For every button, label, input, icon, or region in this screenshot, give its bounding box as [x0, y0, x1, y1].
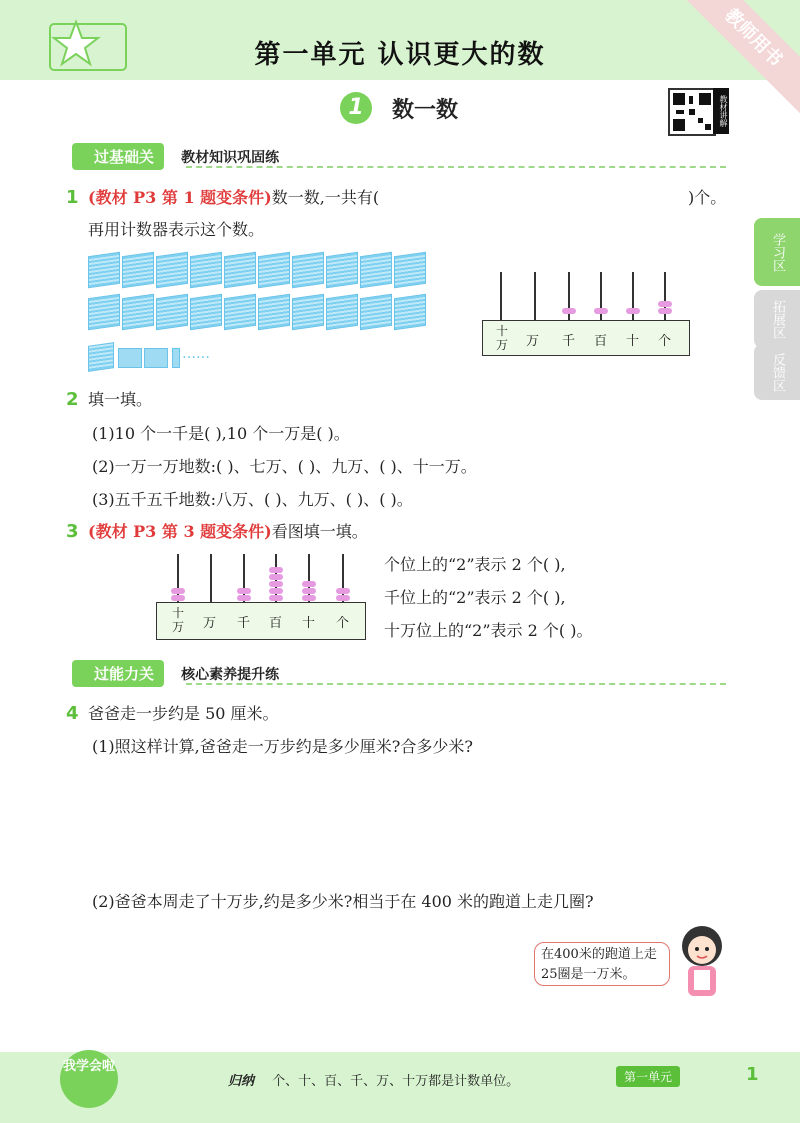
- question-3-title-line: [88, 521, 368, 543]
- thousand-cube: [394, 252, 426, 288]
- thousand-cube: [326, 252, 358, 288]
- thousand-cube: [292, 294, 324, 330]
- abacus-bead: [237, 595, 251, 601]
- place-label: 百: [269, 616, 283, 631]
- page-title: 第一单元 认识更大的数: [254, 40, 546, 70]
- section-divider: [186, 683, 726, 685]
- question-3-line-1: 个位上的“2”表示 2 个( ),: [384, 555, 566, 574]
- abacus-bead: [302, 581, 316, 587]
- hundred-flat: [144, 348, 168, 368]
- thousand-cube: [190, 294, 222, 330]
- question-1-source: (教材 P3 第 1 题变条件): [88, 188, 272, 207]
- abacus-bead: [336, 588, 350, 594]
- footer-label: 归纳: [228, 1074, 255, 1089]
- thousand-cube: [88, 252, 120, 288]
- question-4-part-1: (1)照这样计算,爸爸走一万步约是多少厘米?合多少米?: [92, 737, 473, 756]
- tab-expand-area[interactable]: 拓展区: [754, 290, 800, 348]
- place-label: 个: [336, 616, 350, 631]
- qr-caption: 教材讲解: [713, 88, 729, 134]
- ellipsis: ……: [182, 346, 210, 362]
- place-label: 百: [594, 334, 608, 349]
- question-4-part-2: (2)爸爸本周走了十万步,约是多少米?相当于在 400 米的跑道上走几圈?: [92, 892, 594, 911]
- abacus-bead: [269, 588, 283, 594]
- abacus-q1: [482, 270, 690, 356]
- question-1-line-1: [88, 187, 379, 209]
- thousand-cube: [360, 252, 392, 288]
- thousand-cube: [394, 294, 426, 330]
- place-label: 十: [626, 334, 640, 349]
- thousand-cube: [224, 294, 256, 330]
- section-ability-subtitle: 核心素养提升练: [181, 667, 280, 683]
- section-basic-tag: 过基础关: [72, 143, 164, 170]
- question-3-source: (教材 P3 第 3 题变条件): [88, 522, 272, 541]
- place-label: 十: [302, 616, 316, 631]
- place-label: 个: [658, 334, 672, 349]
- footer-unit-tag: 第一单元: [616, 1066, 680, 1087]
- abacus-bead: [594, 308, 608, 314]
- lesson-title: 数一数: [392, 98, 459, 123]
- abacus-bead: [626, 308, 640, 314]
- abacus-bead: [302, 595, 316, 601]
- place-label: 万: [526, 334, 540, 349]
- ten-rod: [172, 348, 180, 368]
- place-label: 十万: [495, 324, 508, 352]
- thousand-cube: [88, 294, 120, 330]
- abacus-bead: [171, 595, 185, 601]
- question-3-line-3: 十万位上的“2”表示 2 个( )。: [384, 621, 593, 640]
- thousand-cube: [258, 252, 290, 288]
- question-2-part-3: (3)五千五千地数:八万、( )、九万、( )、( )。: [92, 490, 413, 509]
- question-number: 1: [66, 187, 79, 208]
- abacus-bead: [658, 308, 672, 314]
- question-1-prompt: 数一数,一共有(: [271, 188, 380, 207]
- thousand-cube: [122, 294, 154, 330]
- footer-summary: [228, 1070, 519, 1089]
- hint-line-2: 25圈是一万米。: [541, 967, 636, 982]
- abacus-bead: [336, 595, 350, 601]
- hint-line-1: 在400米的跑道上走: [541, 947, 657, 962]
- thousand-cube: [326, 294, 358, 330]
- abacus-bead: [302, 588, 316, 594]
- place-label: 千: [237, 616, 251, 631]
- question-number: 4: [66, 703, 79, 724]
- thousand-cube: [360, 294, 392, 330]
- abacus-bead: [269, 595, 283, 601]
- question-2-part-1: (1)10 个一千是( ),10 个一万是( )。: [92, 424, 350, 443]
- girl-illustration: [672, 924, 732, 1004]
- abacus-bead: [269, 581, 283, 587]
- abacus-bead: [269, 574, 283, 580]
- abacus-frame: [156, 602, 366, 640]
- question-2-title: 填一填。: [88, 390, 153, 409]
- thousand-cube: [292, 252, 324, 288]
- corner-flag: 教师用书: [672, 0, 800, 119]
- thousand-cube: [224, 252, 256, 288]
- abacus-rod: [500, 272, 502, 320]
- place-label: 十万: [171, 606, 184, 634]
- place-label: 千: [562, 334, 576, 349]
- abacus-bead: [237, 588, 251, 594]
- abacus-bead: [658, 301, 672, 307]
- question-number: 3: [66, 521, 79, 542]
- thousand-cube: [122, 252, 154, 288]
- question-number: 2: [66, 389, 79, 410]
- question-1-blank-close: )个。: [688, 188, 727, 207]
- tab-study-area[interactable]: 学习区: [754, 218, 800, 286]
- question-2-part-2: (2)一万一万地数:( )、七万、( )、九万、( )、十一万。: [92, 457, 477, 476]
- place-label: 万: [203, 616, 217, 631]
- abacus-bead: [562, 308, 576, 314]
- tab-feedback-area[interactable]: 反馈区: [754, 344, 800, 400]
- thousand-cube: [88, 342, 114, 372]
- section-ability-tag: 过能力关: [72, 660, 164, 687]
- cube-blocks: [88, 254, 428, 374]
- abacus-rod: [210, 554, 212, 602]
- question-3-line-2: 千位上的“2”表示 2 个( ),: [384, 588, 566, 607]
- page-number: 1: [746, 1064, 759, 1085]
- hundred-flat: [118, 348, 142, 368]
- section-divider: [186, 166, 726, 168]
- footer-text: 个、十、百、千、万、十万都是计数单位。: [272, 1074, 520, 1089]
- qr-code-icon[interactable]: [668, 88, 716, 136]
- hint-bubble: [534, 942, 670, 986]
- question-1-line-2: 再用计数器表示这个数。: [88, 220, 265, 239]
- thousand-cube: [258, 294, 290, 330]
- thousand-cube: [190, 252, 222, 288]
- abacus-bead: [171, 588, 185, 594]
- question-3-title: 看图填一填。: [271, 522, 368, 541]
- question-4-title: 爸爸走一步约是 50 厘米。: [88, 704, 279, 723]
- abacus-bead: [269, 567, 283, 573]
- thousand-cube: [156, 252, 188, 288]
- abacus-rod: [534, 272, 536, 320]
- thousand-cube: [156, 294, 188, 330]
- abacus-q3: [156, 554, 366, 640]
- lesson-number: 1: [340, 92, 372, 124]
- learned-badge: 我学会啦: [60, 1050, 118, 1108]
- section-basic-subtitle: 教材知识巩固练: [181, 150, 280, 166]
